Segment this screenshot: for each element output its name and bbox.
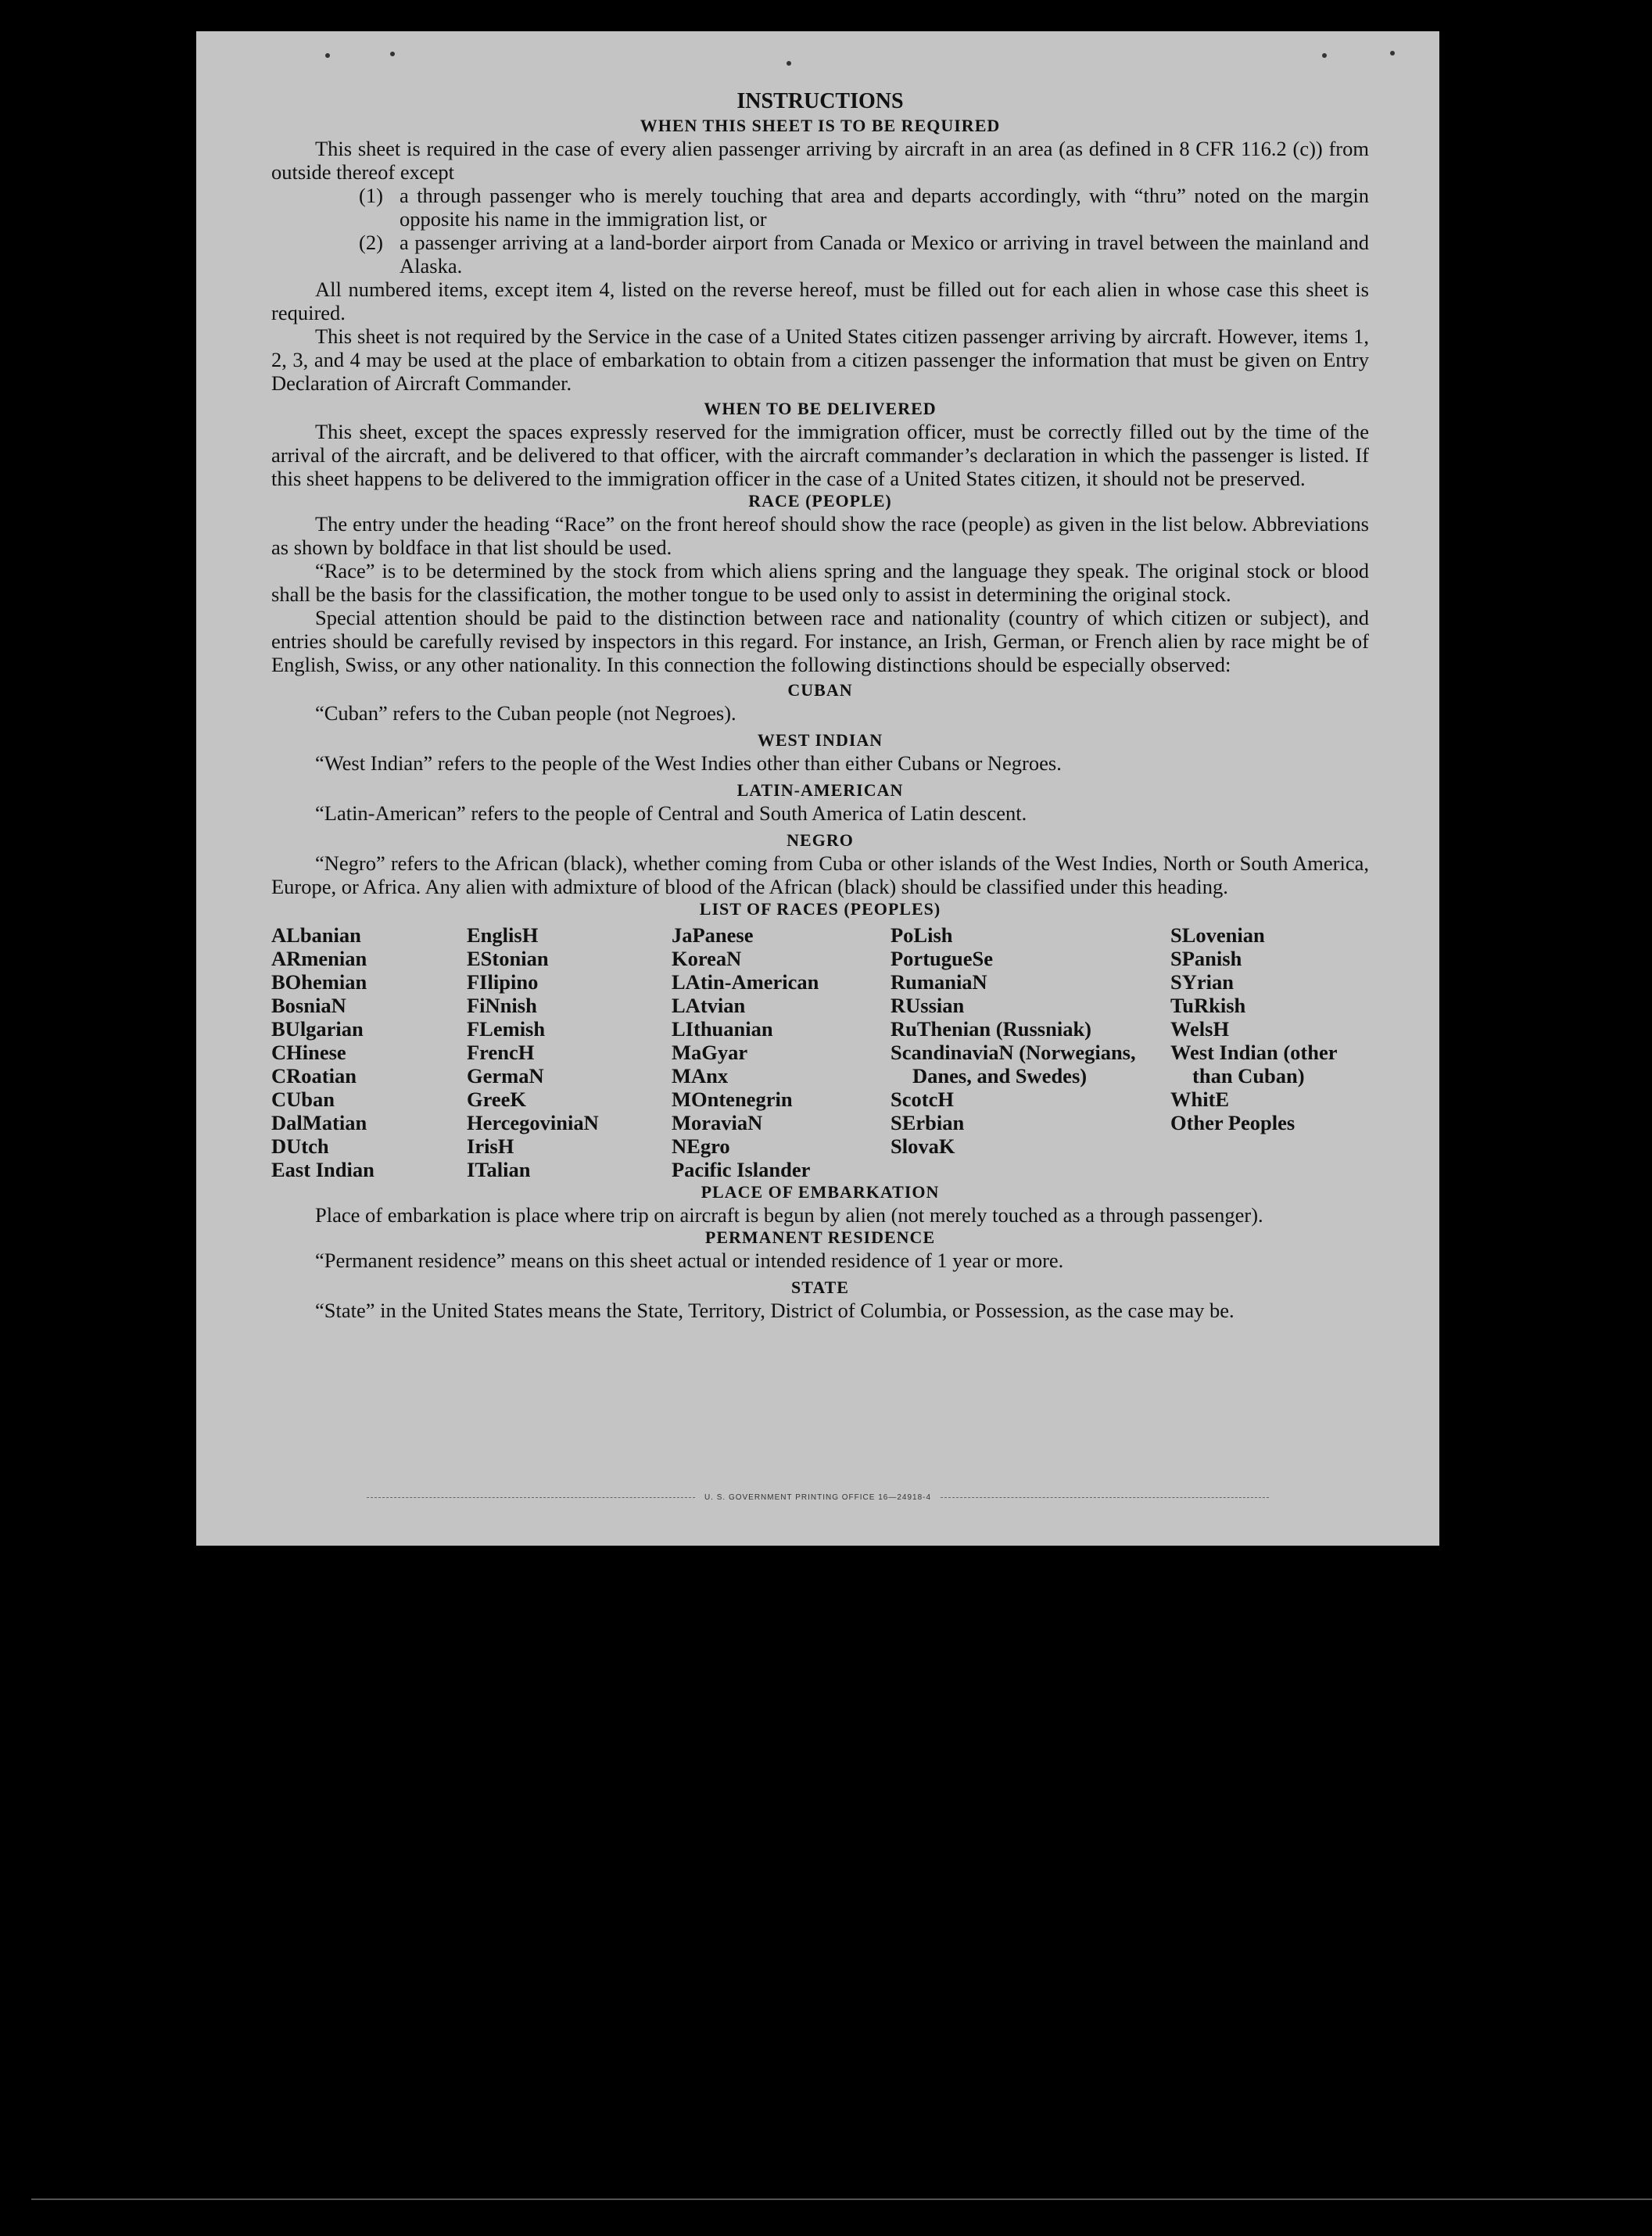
race-entry: PortugueSe xyxy=(891,947,994,970)
race-entry: NEgro xyxy=(672,1134,730,1158)
heading-embarkation: PLACE OF EMBARKATION xyxy=(701,1182,940,1202)
races-column xyxy=(1170,923,1369,1181)
document-title: INSTRUCTIONS xyxy=(736,89,904,113)
speck xyxy=(1390,51,1395,56)
race-entry: TuRkish xyxy=(1170,994,1246,1017)
race-entry: ITalian xyxy=(467,1158,531,1181)
race-entry: MaGyar xyxy=(672,1041,748,1064)
paragraph: Special attention should be paid to the distinction between race and nationality (country of which citizen or subject), and entries should be carefully revised by inspectors in this regard. For instance, an Irish, German, or French alien by race might be of English, Swiss, or any other nationality. In this connection the following distinctions should be especially observed: xyxy=(271,606,1369,676)
races-column xyxy=(891,923,1170,1181)
race-entry: SPanish xyxy=(1170,947,1242,970)
document-page xyxy=(196,31,1439,1546)
race-entry: ScandinaviaN (Norwegians, Danes, and Swedes) xyxy=(891,1041,1136,1088)
heading-list-of-races: LIST OF RACES (PEOPLES) xyxy=(699,899,941,919)
race-entry: MoraviaN xyxy=(672,1111,763,1134)
list-number: (2) xyxy=(359,231,383,254)
race-entry: KoreaN xyxy=(672,947,742,970)
speck xyxy=(325,53,330,58)
race-entry: FrencH xyxy=(467,1041,535,1064)
race-entry: GermaN xyxy=(467,1064,544,1088)
race-entry: PoLish xyxy=(891,923,953,947)
printer-imprint: U. S. GOVERNMENT PRINTING OFFICE 16—24918-4 xyxy=(196,1493,1439,1502)
race-entry: LIthuanian xyxy=(672,1017,773,1041)
race-entry: ScotcH xyxy=(891,1088,954,1111)
races-column xyxy=(467,923,672,1181)
paragraph: All numbered items, except item 4, listed on the reverse hereof, must be filled out for each alien in whose case this sheet is required. xyxy=(271,278,1369,324)
races-column xyxy=(271,923,467,1181)
heading-cuban: CUBAN xyxy=(787,680,853,700)
race-entry: Pacific Islander xyxy=(672,1158,811,1181)
race-entry: BOhemian xyxy=(271,970,367,994)
race-entry: CRoatian xyxy=(271,1064,357,1088)
definition: “Cuban” refers to the Cuban people (not Negroes). xyxy=(315,701,736,725)
definition: “West Indian” refers to the people of the West Indies other than either Cubans or Negroes. xyxy=(315,751,1062,775)
heading-state: STATE xyxy=(791,1277,849,1297)
heading-permanent-residence: PERMANENT RESIDENCE xyxy=(704,1227,936,1247)
race-entry: Other Peoples xyxy=(1170,1111,1295,1134)
race-entry: CHinese xyxy=(271,1041,346,1064)
paragraph: This sheet is required in the case of every alien passenger arriving by aircraft in an area (as defined in 8 CFR 116.2 (c)) from outside thereof except xyxy=(271,137,1369,184)
race-entry: SErbian xyxy=(891,1111,965,1134)
paragraph: “Race” is to be determined by the stock from which aliens spring and the language they speak. The original stock or blood shall be the basis for the classification, the mother tongue to be used only to assist in determining the original stock. xyxy=(271,559,1369,606)
heading-west-indian: WEST INDIAN xyxy=(757,730,883,750)
race-entry: SlovaK xyxy=(891,1134,955,1158)
race-entry: LAtin-American xyxy=(672,970,819,994)
race-entry: SLovenian xyxy=(1170,923,1265,947)
race-entry: FLemish xyxy=(467,1017,546,1041)
race-entry: RuThenian (Russniak) xyxy=(891,1017,1092,1041)
list-item xyxy=(271,231,1369,278)
list-text: a passenger arriving at a land-border airport from Canada or Mexico or arriving in travel between the mainland and Alaska. xyxy=(400,231,1369,278)
race-entry: IrisH xyxy=(467,1134,514,1158)
race-entry: EnglisH xyxy=(467,923,539,947)
race-entry: DUtch xyxy=(271,1134,329,1158)
definition: “Negro” refers to the African (black), whether coming from Cuba or other islands of the West Indies, North or South America, Europe, or Africa. Any alien with admixture of blood of the African (black) should be classified under this heading. xyxy=(271,851,1369,898)
paragraph: “Permanent residence” means on this sheet actual or intended residence of 1 year or more. xyxy=(315,1249,1064,1272)
paragraph: This sheet, except the spaces expressly reserved for the immigration officer, must be correctly filled out by the time of the arrival of the aircraft, and be delivered to that officer, with the aircraft commander’s declaration in which the passenger is listed. If this sheet happens to be delivered to the immigration officer in the case of a United States citizen, it should not be preserved. xyxy=(271,420,1369,490)
race-entry: WelsH xyxy=(1170,1017,1230,1041)
heading-latin-american: LATIN-AMERICAN xyxy=(736,780,904,800)
race-entry: West Indian (other than Cuban) xyxy=(1170,1041,1338,1088)
race-entry: GreeK xyxy=(467,1088,527,1111)
speck xyxy=(1322,53,1327,58)
race-entry: RUssian xyxy=(891,994,965,1017)
race-entry: East Indian xyxy=(271,1158,374,1181)
race-entry: FIlipino xyxy=(467,970,539,994)
race-entry: JaPanese xyxy=(672,923,754,947)
race-entry: DalMatian xyxy=(271,1111,367,1134)
paragraph: “State” in the United States means the State, Territory, District of Columbia, or Possession, as the case may be. xyxy=(315,1299,1235,1322)
race-entry: MOntenegrin xyxy=(672,1088,793,1111)
paragraph: The entry under the heading “Race” on the front hereof should show the race (people) as given in the list below. Abbreviations as shown by boldface in that list should be used. xyxy=(271,512,1369,559)
race-entry: SYrian xyxy=(1170,970,1234,994)
race-entry: LAtvian xyxy=(672,994,746,1017)
paragraph: Place of embarkation is place where trip on aircraft is begun by alien (not merely touched as a through passenger). xyxy=(315,1203,1263,1227)
race-entry: HercegoviniaN xyxy=(467,1111,599,1134)
race-entry: MAnx xyxy=(672,1064,729,1088)
paragraph: This sheet is not required by the Service in the case of a United States citizen passenger arriving by aircraft. However, items 1, 2, 3, and 4 may be used at the place of embarkation to obtain from a citizen passenger the information that must be given on Entry Declaration of Aircraft Commander. xyxy=(271,324,1369,395)
definition: “Latin-American” refers to the people of Central and South America of Latin descent. xyxy=(315,801,1027,825)
race-entry: FiNnish xyxy=(467,994,537,1017)
races-table xyxy=(271,923,1369,1181)
race-entry: CUban xyxy=(271,1088,335,1111)
scan-edge-line xyxy=(31,2198,1652,2200)
list-item xyxy=(271,184,1369,231)
race-entry: BosniaN xyxy=(271,994,346,1017)
heading-when-delivered: WHEN TO BE DELIVERED xyxy=(704,399,937,418)
race-entry: BUlgarian xyxy=(271,1017,364,1041)
heading-race: RACE (PEOPLE) xyxy=(748,491,892,511)
race-entry: WhitE xyxy=(1170,1088,1230,1111)
race-entry: ARmenian xyxy=(271,947,367,970)
race-entry: RumaniaN xyxy=(891,970,987,994)
list-text: a through passenger who is merely touching that area and departs accordingly, with “thru” noted on the margin opposite his name in the immigration list, or xyxy=(400,184,1369,231)
heading-when-required: WHEN THIS SHEET IS TO BE REQUIRED xyxy=(640,116,1001,135)
instructions-content xyxy=(271,90,1369,1322)
race-entry: ALbanian xyxy=(271,923,361,947)
speck xyxy=(390,52,395,56)
speck xyxy=(787,61,791,66)
race-entry: EStonian xyxy=(467,947,549,970)
list-number: (1) xyxy=(359,184,383,207)
heading-negro: NEGRO xyxy=(787,830,854,850)
races-column xyxy=(672,923,891,1181)
